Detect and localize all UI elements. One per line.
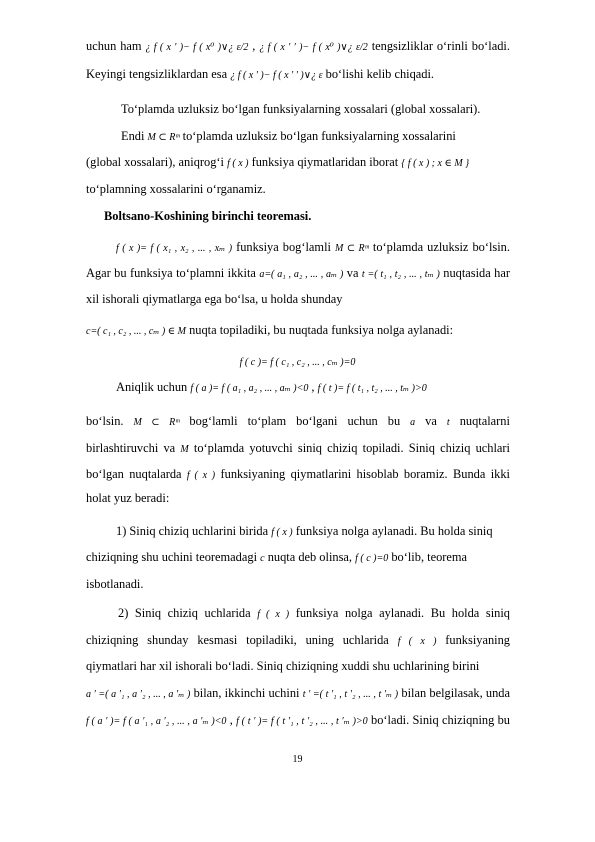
text-line xyxy=(86,632,510,650)
text-span: to‘plamda uzluksiz bo‘lgan funksiyalarning xossalarini xyxy=(182,129,456,143)
text-span: 2) Siniq chiziq uchlarida xyxy=(118,606,251,620)
text-span: , xyxy=(248,39,256,53)
formula: M ⊂ Rᵐ xyxy=(133,417,180,428)
formula: a ′ =( a ′₁ , a ′₂ , ... , a ′ₘ ) xyxy=(86,689,191,700)
formula: f ( x ) xyxy=(271,527,293,538)
text-span: nuqtasida har xyxy=(443,266,510,280)
text-span: tengsizliklar o‘rinli bo‘ladi. xyxy=(371,39,510,53)
formula: { f ( x ) ; x ∈ M } xyxy=(401,158,470,169)
formula: f ( c )= f ( c₁ , c₂ , ... , cₘ )=0 xyxy=(239,357,356,368)
formula: t =( t₁ , t₂ , ... , tₘ ) xyxy=(361,269,440,280)
formula: f ( x ) xyxy=(227,158,249,169)
text-span: nuqta topiladiki, bu nuqtada funksiya nolga aylanadi: xyxy=(189,323,454,337)
formula: f ( x ) xyxy=(257,609,290,620)
text-span: , xyxy=(308,380,315,394)
text-span: funksiya nolga aylanadi. Bu holda siniq xyxy=(295,606,510,620)
text-span: bo‘lib, teorema xyxy=(391,550,468,564)
formula: t xyxy=(446,417,450,428)
text-span: to‘plamda yotuvchi siniq chiziq topiladi. Siniq chiziq uchlari xyxy=(193,441,510,455)
text-line xyxy=(86,490,169,506)
text-line xyxy=(86,66,434,84)
formula: f ( x )= f ( x₁ , x₂ , ... , xₘ ) xyxy=(116,243,233,254)
text-span: va xyxy=(346,266,359,280)
text-span: bog‘lamli to‘plam bo‘lgani uchun bu xyxy=(189,414,401,428)
text-span: chiziqning shu uchini teoremadagi xyxy=(86,550,258,564)
text-span: Aniqlik uchun xyxy=(116,380,188,394)
formula: M xyxy=(180,444,189,455)
text-span: birlashtiruvchi va xyxy=(86,441,176,455)
text-span: Agar bu funksiya to‘plamni ikkita xyxy=(86,266,256,280)
text-line xyxy=(86,265,510,283)
text-line xyxy=(118,605,510,623)
text-span: isbotlanadi. xyxy=(86,577,144,591)
page-number: 19 xyxy=(292,754,303,765)
formula: c=( c₁ , c₂ , ... , cₘ ) ∈ M xyxy=(86,326,186,337)
text-span: nuqtalarni xyxy=(459,414,510,428)
text-line xyxy=(121,128,456,146)
text-span: funksiyaning qiymatlarini hisoblab boramiz. Bunda ikki xyxy=(220,467,510,481)
formula: M ⊂ Rᵐ xyxy=(334,243,369,254)
text-line xyxy=(86,413,510,431)
formula: f ( x ) xyxy=(397,636,437,647)
text-line xyxy=(86,466,510,484)
text-span: xil ishorali qiymatlarga ega bo‘lsa, u holda shunday xyxy=(86,292,343,306)
text-span: to‘plamning xossalarini o‘rganamiz. xyxy=(86,182,266,196)
text-span: funksiya qiymatlaridan iborat xyxy=(251,155,399,169)
formula: ¿ f ( x ′ )− f ( x⁰ )∨¿ ε/2 xyxy=(145,42,249,53)
section-heading xyxy=(121,101,480,117)
text-span: Keyingi tengsizliklardan esa xyxy=(86,67,228,81)
text-span: bilan belgilasak, unda xyxy=(401,686,511,700)
text-span: uchun ham xyxy=(86,39,142,53)
formula: f ( x ) xyxy=(186,470,216,481)
formula: f ( a )= f ( a₁ , a₂ , ... , aₘ )<0 xyxy=(190,383,309,394)
text-line xyxy=(86,181,266,197)
text-span: , xyxy=(226,713,233,727)
formula: c xyxy=(260,553,265,564)
text-line xyxy=(86,685,510,703)
equation xyxy=(0,353,595,371)
text-line xyxy=(86,576,143,592)
formula: ¿ f ( x ′ ′ )− f ( x⁰ )∨¿ ε/2 xyxy=(259,42,368,53)
text-line xyxy=(86,154,469,172)
text-span: holat yuz beradi: xyxy=(86,491,170,505)
text-line xyxy=(86,291,342,307)
text-span: Endi xyxy=(121,129,145,143)
text-span: bo‘lsin. xyxy=(86,414,124,428)
text-line xyxy=(86,712,510,730)
text-span: bo‘lishi kelib chiqadi. xyxy=(325,67,435,81)
text-span: va xyxy=(425,414,437,428)
text-line xyxy=(116,239,510,257)
text-span: Boltsano-Koshining birinchi teoremasi. xyxy=(104,209,312,223)
text-span: funksiyaning xyxy=(445,633,510,647)
text-span: bo‘lgan nuqtalarda xyxy=(86,467,182,481)
formula: f ( t )= f ( t₁ , t₂ , ... , tₘ )>0 xyxy=(317,383,427,394)
formula: t ′ =( t ′₁ , t ′₂ , ... , t ′ₘ ) xyxy=(302,689,399,700)
text-line xyxy=(86,322,453,340)
text-line xyxy=(86,549,467,567)
text-line xyxy=(86,658,479,674)
formula: f ( a ′ )= f ( a ′₁ , a ′₂ , ... , a ′ₘ )<0 xyxy=(86,716,227,727)
formula: f ( c )=0 xyxy=(355,553,389,564)
formula: f ( t ′ )= f ( t ′₁ , t ′₂ , ... , t ′ₘ )>0 xyxy=(236,716,368,727)
text-span: To‘plamda uzluksiz bo‘lgan funksiyalarning xossalari (global xossalari). xyxy=(121,102,481,116)
text-span: nuqta deb olinsa, xyxy=(267,550,352,564)
text-span: funksiya bog‘lamli xyxy=(236,240,331,254)
text-span: 1) Siniq chiziq uchlarini birida xyxy=(116,524,269,538)
formula: M ⊂ Rᵐ xyxy=(147,132,180,143)
text-span: qiymatlari har xil ishorali bo‘ladi. Siniq chiziqning xuddi shu uchlarining birini xyxy=(86,659,480,673)
text-line xyxy=(86,38,510,56)
text-line xyxy=(116,523,493,541)
formula: ¿ f ( x ′ )− f ( x ′ ′ )∨¿ ε xyxy=(230,70,323,81)
text-span: bilan, ikkinchi uchini xyxy=(193,686,300,700)
text-span: funksiya nolga aylanadi. Bu holda siniq xyxy=(295,524,493,538)
text-line xyxy=(116,379,427,397)
text-line xyxy=(86,440,510,458)
text-span: chiziqning shunday kesmasi topiladiki, uning uchlarida xyxy=(86,633,389,647)
theorem-title xyxy=(104,208,311,224)
formula: a xyxy=(410,417,416,428)
text-span: bo‘ladi. Siniq chiziqning bu xyxy=(371,713,510,727)
text-span: to‘plamda uzluksiz bo‘lsin. xyxy=(372,240,510,254)
text-span: (global xossalari), aniqrog‘i xyxy=(86,155,224,169)
formula: a=( a₁ , a₂ , ... , aₘ ) xyxy=(259,269,344,280)
